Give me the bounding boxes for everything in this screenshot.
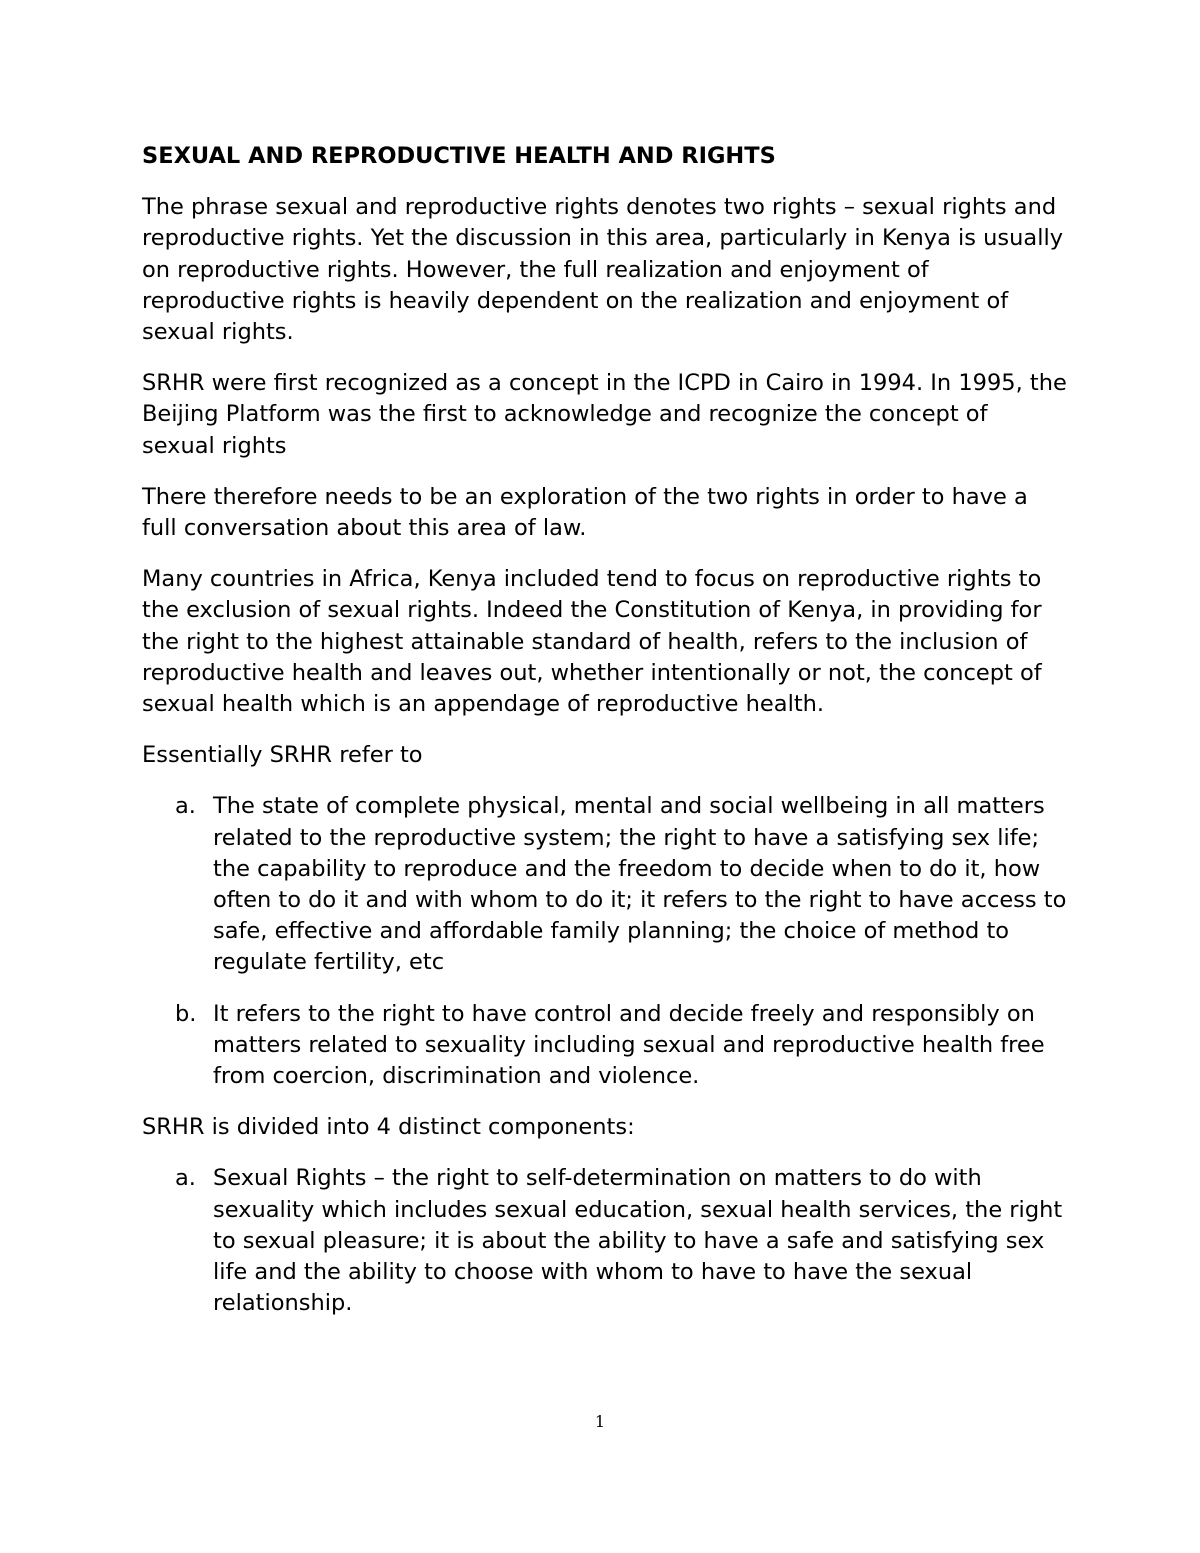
list-marker: a. <box>175 1165 196 1192</box>
srhr-definition-list <box>142 791 1067 1092</box>
document-body <box>142 141 1067 1340</box>
list-item <box>142 1163 1067 1319</box>
essentially-paragraph: Essentially SRHR refer to <box>142 742 423 769</box>
list-item-text: It refers to the right to have control and decide freely and responsibly on matters related to sexuality including sexual and reproductive health free from coercion, discrimination and violence. <box>213 1000 1045 1090</box>
intro-paragraph: The phrase sexual and reproductive rights denotes two rights – sexual rights and reproductive rights. Yet the discussion in this area, particularly in Kenya is usually on reproductive rights. However, the full realization and enjoyment of reproductive rights is heavily dependent on the realization and enjoyment of sexual rights. <box>142 194 1064 346</box>
document-title: SEXUAL AND REPRODUCTIVE HEALTH AND RIGHTS <box>142 143 776 169</box>
list-item-text: The state of complete physical, mental and social wellbeing in all matters related to the reproductive system; the right to have a satisfying sex life; the capability to reproduce and the freedom to decide when to do it, how often to do it and with whom to do it; it refers to the right to have access to safe, effective and affordable family planning; the choice of method to regulate fertility, etc <box>213 793 1067 976</box>
africa-paragraph: Many countries in Africa, Kenya included tend to focus on reproductive rights to the exclusion of sexual rights. Indeed the Constitution of Kenya, in providing for the right to the highest attainable standard of health, refers to the inclusion of reproductive health and leaves out, whether intentionally or not, the concept of sexual health which is an appendage of reproductive health. <box>142 566 1042 718</box>
list-item <box>142 999 1067 1093</box>
page-number: 1 <box>594 1412 606 1431</box>
exploration-paragraph: There therefore needs to be an exploration of the two rights in order to have a full conversation about this area of law. <box>142 483 1028 542</box>
list-item <box>142 791 1067 978</box>
list-item-text: Sexual Rights – the right to self-determination on matters to do with sexuality which includes sexual education, sexual health services, the right to sexual pleasure; it is about the ability to have a safe and satisfying sex life and the ability to choose with whom to have to have the sexual relationship. <box>213 1165 1063 1317</box>
history-paragraph: SRHR were first recognized as a concept in the ICPD in Cairo in 1994. In 1995, the Beijing Platform was the first to acknowledge and recognize the concept of sexual rights <box>142 370 1067 459</box>
srhr-components-list <box>142 1163 1067 1319</box>
list-marker: b. <box>175 1000 197 1027</box>
components-intro: SRHR is divided into 4 distinct components: <box>142 1114 635 1141</box>
list-marker: a. <box>175 793 196 820</box>
